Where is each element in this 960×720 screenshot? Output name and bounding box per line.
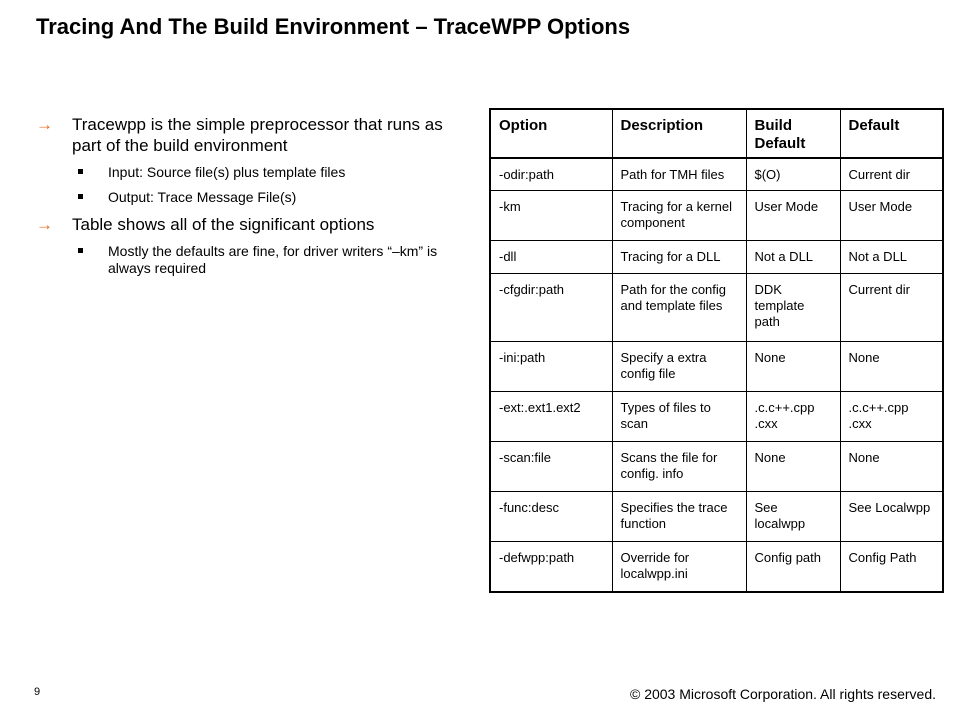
column-header: Description xyxy=(612,109,746,158)
sub-bullet-item xyxy=(36,243,448,277)
table-cell: -km xyxy=(490,191,612,241)
table-row xyxy=(490,158,943,191)
table-row xyxy=(490,391,943,441)
table-cell: Not a DLL xyxy=(746,241,840,273)
table-cell: Specify a extra config file xyxy=(612,341,746,391)
table-cell: Config path xyxy=(746,541,840,592)
square-bullet-icon xyxy=(78,248,83,253)
table-cell: Not a DLL xyxy=(840,241,943,273)
bullet-item xyxy=(36,214,476,235)
table-cell: None xyxy=(746,441,840,491)
bullet-list xyxy=(36,114,476,285)
column-header: Option xyxy=(490,109,612,158)
bullet-item xyxy=(36,114,476,156)
table-cell: None xyxy=(840,441,943,491)
column-header: Build Default xyxy=(746,109,840,158)
table-cell: Types of files to scan xyxy=(612,391,746,441)
page-number: 9 xyxy=(34,686,41,698)
bullet-text: Tracewpp is the simple preprocessor that runs as part of the build environment xyxy=(72,115,443,155)
table-cell: Path for TMH files xyxy=(612,158,746,191)
table-cell: None xyxy=(840,341,943,391)
sub-bullet-text: Output: Trace Message File(s) xyxy=(108,189,297,205)
table-cell: -ini:path xyxy=(490,341,612,391)
table-cell: -ext:.ext1.ext2 xyxy=(490,391,612,441)
table-cell: Current dir xyxy=(840,273,943,341)
arrow-right-icon: → xyxy=(36,115,53,134)
table-header-row xyxy=(490,109,943,158)
table-cell: See localwpp xyxy=(746,491,840,541)
table-cell: Scans the file for config. info xyxy=(612,441,746,491)
table-row xyxy=(490,241,943,273)
table-cell: .c.c++.cpp .cxx xyxy=(840,391,943,441)
bullet-text: Table shows all of the significant options xyxy=(72,215,375,234)
table-cell: -defwpp:path xyxy=(490,541,612,592)
square-bullet-icon xyxy=(78,169,83,174)
table-cell: Override for localwpp.ini xyxy=(612,541,746,592)
table-cell: User Mode xyxy=(840,191,943,241)
table-cell: -odir:path xyxy=(490,158,612,191)
table-cell: -dll xyxy=(490,241,612,273)
table-row xyxy=(490,273,943,341)
sub-bullet-item xyxy=(36,189,448,206)
options-table xyxy=(489,108,944,593)
table-row xyxy=(490,441,943,491)
column-header: Default xyxy=(840,109,943,158)
table-cell: User Mode xyxy=(746,191,840,241)
table-cell: Specifies the trace function xyxy=(612,491,746,541)
table-row xyxy=(490,541,943,592)
table-cell: See Localwpp xyxy=(840,491,943,541)
table-cell: -func:desc xyxy=(490,491,612,541)
table-cell: -cfgdir:path xyxy=(490,273,612,341)
table-cell: None xyxy=(746,341,840,391)
table-cell: -scan:file xyxy=(490,441,612,491)
arrow-right-icon: → xyxy=(36,215,53,234)
sub-bullet-item xyxy=(36,164,368,181)
slide-title: Tracing And The Build Environment – TraceWPP Options xyxy=(36,14,631,39)
table-cell: .c.c++.cpp .cxx xyxy=(746,391,840,441)
copyright-notice: © 2003 Microsoft Corporation. All rights reserved. xyxy=(629,686,936,702)
table-cell: Config Path xyxy=(840,541,943,592)
table-cell: DDK template path xyxy=(746,273,840,341)
table-cell: $(O) xyxy=(746,158,840,191)
table-row xyxy=(490,191,943,241)
table-row xyxy=(490,341,943,391)
table-cell: Tracing for a DLL xyxy=(612,241,746,273)
table-cell: Path for the config and template files xyxy=(612,273,746,341)
sub-bullet-text: Mostly the defaults are fine, for driver writers “–km” is always required xyxy=(108,243,438,276)
table-cell: Tracing for a kernel component xyxy=(612,191,746,241)
sub-bullet-text: Input: Source file(s) plus template files xyxy=(108,164,346,180)
table-cell: Current dir xyxy=(840,158,943,191)
table-row xyxy=(490,491,943,541)
square-bullet-icon xyxy=(78,194,83,199)
